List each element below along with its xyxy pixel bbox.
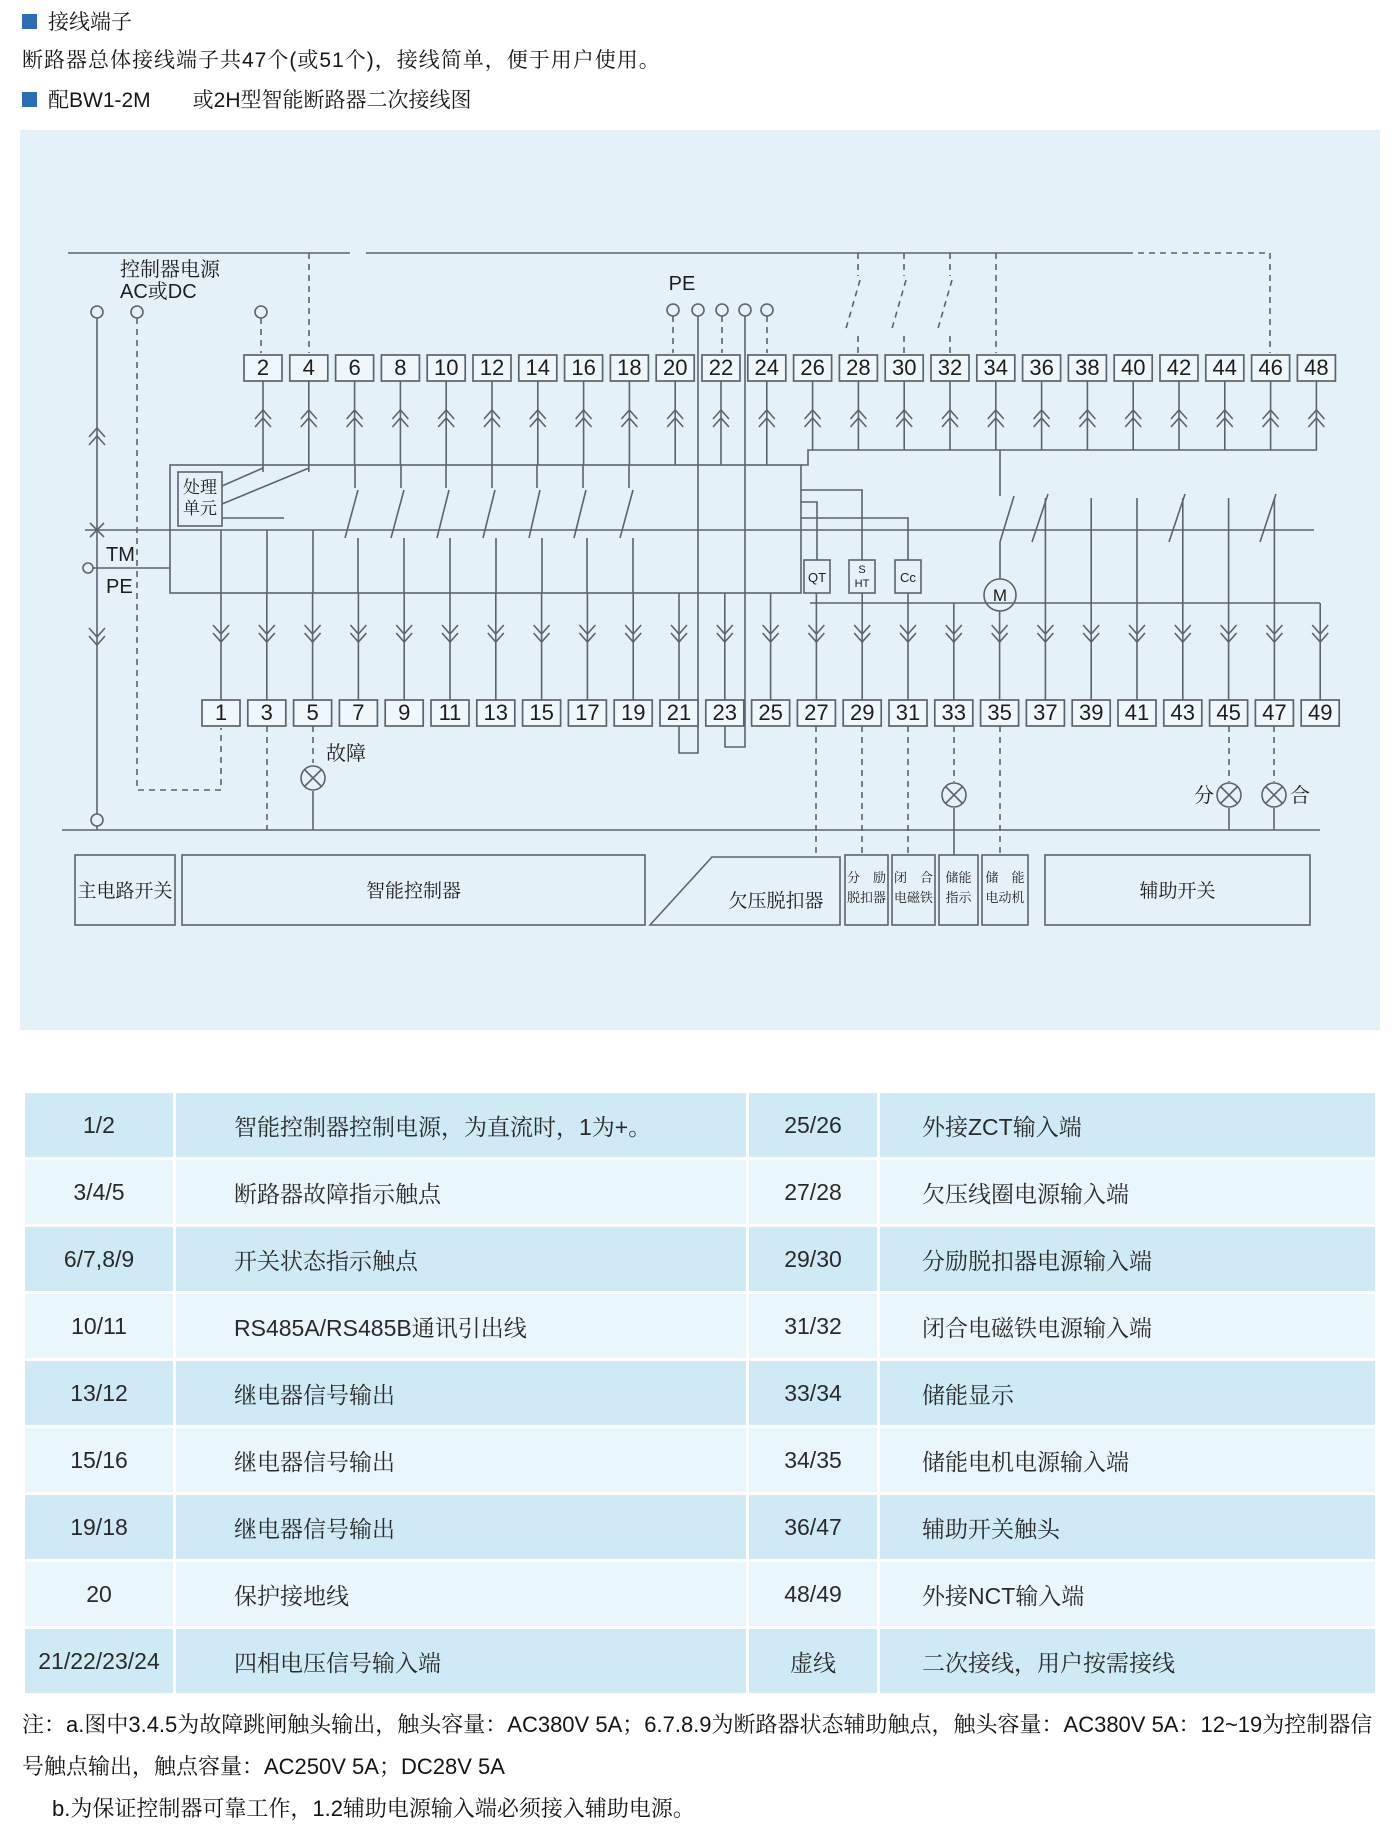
close-lamp-label: 合 xyxy=(1290,785,1310,807)
note-line: 注：a.图中3.4.5为故障跳闸触头输出，触头容量：AC380V 5A；6.7.8.9为断路器状态辅助触点，触头容量：AC380V 5A：12~19为控制器信 xyxy=(22,1712,1373,1737)
terminal-range: 1/2 xyxy=(25,1093,173,1157)
terminal-top-8 xyxy=(381,355,419,381)
terminal-bottom-3 xyxy=(248,700,286,726)
notes xyxy=(22,1704,1388,1830)
svg-text:19: 19 xyxy=(620,700,646,725)
component-block-6 xyxy=(939,855,978,925)
terminal-bottom-21 xyxy=(660,700,698,726)
terminal-range: 33/34 xyxy=(749,1361,877,1425)
svg-text:10: 10 xyxy=(433,355,459,380)
processing-unit-label: 单元 xyxy=(183,499,217,518)
wiring-diagram xyxy=(20,130,1380,1030)
svg-text:35: 35 xyxy=(987,700,1012,725)
svg-text:45: 45 xyxy=(1216,700,1241,725)
svg-text:脱扣器: 脱扣器 xyxy=(846,890,887,905)
motor-label: M xyxy=(992,586,1008,605)
svg-text:26: 26 xyxy=(800,355,825,380)
blue-square-icon xyxy=(22,92,37,107)
pe-label: PE xyxy=(668,273,696,295)
svg-text:39: 39 xyxy=(1078,700,1104,725)
terminal-range: 34/35 xyxy=(749,1428,877,1492)
svg-text:33: 33 xyxy=(941,700,967,725)
terminal-bottom-15 xyxy=(523,700,561,726)
terminal-range: 29/30 xyxy=(749,1227,877,1291)
terminal-bottom-5 xyxy=(294,700,332,726)
terminal-top-16 xyxy=(565,355,603,381)
svg-text:47: 47 xyxy=(1262,700,1287,725)
wire xyxy=(222,468,309,504)
svg-text:储 能: 储 能 xyxy=(985,870,1025,885)
terminal-bottom-1 xyxy=(202,700,240,726)
svg-text:储能: 储能 xyxy=(945,870,972,885)
terminal-circle xyxy=(91,814,103,826)
terminal-range: 3/4/5 xyxy=(25,1160,173,1224)
terminal-range: 36/47 xyxy=(749,1495,877,1559)
terminal-desc: 开关状态指示触点 xyxy=(176,1227,746,1291)
terminal-top-32 xyxy=(931,355,969,381)
terminal-desc: 保护接地线 xyxy=(176,1562,746,1626)
cc-label: Cc xyxy=(900,570,916,585)
svg-text:36: 36 xyxy=(1029,355,1054,380)
svg-text:8: 8 xyxy=(394,355,407,380)
svg-text:辅助开关: 辅助开关 xyxy=(1139,881,1216,902)
fault-lamp-icon xyxy=(301,766,325,790)
terminal-bottom-11 xyxy=(431,700,469,726)
terminal-desc: 辅助开关触头 xyxy=(880,1495,1375,1559)
component-block-8 xyxy=(1045,855,1310,925)
close-lamp-icon xyxy=(1262,783,1286,807)
switch-symbols-top xyxy=(845,253,952,353)
terminal-desc: 储能电机电源输入端 xyxy=(880,1428,1375,1492)
terminal-desc: 储能显示 xyxy=(880,1361,1375,1425)
svg-text:1: 1 xyxy=(214,700,228,725)
svg-text:32: 32 xyxy=(937,355,963,380)
svg-text:41: 41 xyxy=(1124,700,1150,725)
svg-text:15: 15 xyxy=(529,700,554,725)
terminal-bottom-27 xyxy=(797,700,835,726)
energy-lamp-icon xyxy=(942,783,966,807)
svg-text:38: 38 xyxy=(1075,355,1100,380)
terminal-circle xyxy=(131,306,143,318)
terminal-top-48 xyxy=(1297,355,1335,381)
svg-text:智能控制器: 智能控制器 xyxy=(365,881,462,902)
terminal-top-30 xyxy=(885,355,923,381)
svg-text:9: 9 xyxy=(398,700,411,725)
power-label: AC或DC xyxy=(120,281,197,303)
svg-text:34: 34 xyxy=(983,355,1009,380)
note-line: b.为保证控制器可靠工作，1.2辅助电源输入端必须接入辅助电源。 xyxy=(52,1796,695,1821)
section-diagram-header xyxy=(22,84,472,114)
svg-text:27: 27 xyxy=(804,700,829,725)
terminal-bottom-25 xyxy=(752,700,790,726)
terminal-top-40 xyxy=(1114,355,1152,381)
terminal-top-36 xyxy=(1023,355,1061,381)
terminal-range: 19/18 xyxy=(25,1495,173,1559)
component-block-1 xyxy=(75,855,175,925)
terminal-circle xyxy=(255,306,267,318)
terminal-top-10 xyxy=(427,355,465,381)
terminal-top-34 xyxy=(977,355,1015,381)
right-bus xyxy=(801,450,1317,465)
terminal-desc: RS485A/RS485B通讯引出线 xyxy=(176,1294,746,1358)
svg-text:5: 5 xyxy=(306,700,319,725)
svg-text:7: 7 xyxy=(352,700,365,725)
terminal-bottom-7 xyxy=(339,700,377,726)
terminal-desc: 二次接线，用户按需接线 xyxy=(880,1629,1375,1693)
svg-text:28: 28 xyxy=(846,355,871,380)
terminal-top-46 xyxy=(1252,355,1290,381)
terminal-desc: 智能控制器控制电源，为直流时，1为+。 xyxy=(176,1093,746,1157)
svg-text:23: 23 xyxy=(712,700,738,725)
svg-text:22: 22 xyxy=(708,355,734,380)
svg-text:16: 16 xyxy=(571,355,596,380)
svg-text:24: 24 xyxy=(754,355,780,380)
svg-text:46: 46 xyxy=(1258,355,1283,380)
svg-text:12: 12 xyxy=(479,355,505,380)
svg-text:11: 11 xyxy=(438,700,462,725)
terminal-range: 27/28 xyxy=(749,1160,877,1224)
svg-text:48: 48 xyxy=(1304,355,1329,380)
terminal-desc: 断路器故障指示触点 xyxy=(176,1160,746,1224)
component-block-5 xyxy=(892,855,935,925)
pe-circle xyxy=(667,304,679,316)
tm-label: TM xyxy=(106,544,135,566)
terminal-top-4 xyxy=(290,355,328,381)
terminal-bottom-35 xyxy=(981,700,1019,726)
terminal-range: 31/32 xyxy=(749,1294,877,1358)
terminal-top-28 xyxy=(839,355,877,381)
terminal-desc: 外接NCT输入端 xyxy=(880,1562,1375,1626)
svg-text:分 励: 分 励 xyxy=(846,870,887,885)
terminal-top-2 xyxy=(244,355,282,381)
terminal-bottom-45 xyxy=(1210,700,1248,726)
open-lamp-label: 分 xyxy=(1194,785,1214,807)
terminal-description-table xyxy=(25,1093,1375,1693)
blue-square-icon xyxy=(22,14,37,29)
relay-contacts xyxy=(221,465,633,593)
tm-circle xyxy=(83,563,93,573)
svg-text:电磁铁: 电磁铁 xyxy=(893,890,934,905)
note-line: 号触点输出，触点容量：AC250V 5A；DC28V 5A xyxy=(22,1754,505,1779)
terminal-circle xyxy=(91,306,103,318)
svg-text:6: 6 xyxy=(348,355,361,380)
terminal-range: 21/22/23/24 xyxy=(25,1629,173,1693)
terminal-range: 10/11 xyxy=(25,1294,173,1358)
terminal-bottom-17 xyxy=(568,700,606,726)
terminal-bottom-37 xyxy=(1026,700,1064,726)
section-terminals-header xyxy=(22,6,132,36)
svg-text:31: 31 xyxy=(895,700,921,725)
terminal-desc: 外接ZCT输入端 xyxy=(880,1093,1375,1157)
terminal-top-42 xyxy=(1160,355,1198,381)
terminal-top-44 xyxy=(1206,355,1244,381)
processing-unit-label: 处理 xyxy=(183,478,217,497)
terminal-range: 15/16 xyxy=(25,1428,173,1492)
terminal-desc: 欠压线圈电源输入端 xyxy=(880,1160,1375,1224)
terminal-range: 48/49 xyxy=(749,1562,877,1626)
power-label: 控制器电源 xyxy=(120,259,220,281)
intro-text: 断路器总体接线端子共47个(或51个)，接线简单，便于用户使用。 xyxy=(22,49,661,72)
svg-text:欠压脱扣器: 欠压脱扣器 xyxy=(728,891,824,912)
svg-text:25: 25 xyxy=(758,700,783,725)
pe-circle xyxy=(761,304,773,316)
svg-text:2: 2 xyxy=(256,355,270,380)
svg-text:主电路开关: 主电路开关 xyxy=(77,881,173,902)
terminal-bottom-47 xyxy=(1255,700,1293,726)
terminal-bottom-33 xyxy=(935,700,973,726)
svg-text:44: 44 xyxy=(1212,355,1238,380)
wire xyxy=(222,468,263,486)
terminal-top-24 xyxy=(748,355,786,381)
sht-label: HT xyxy=(854,578,870,590)
terminal-desc: 四相电压信号输入端 xyxy=(176,1629,746,1693)
terminal-top-38 xyxy=(1068,355,1106,381)
terminal-top-20 xyxy=(656,355,694,381)
wire xyxy=(801,490,862,560)
terminal-desc: 继电器信号输出 xyxy=(176,1428,746,1492)
fault-lamp-label: 故障 xyxy=(326,743,366,765)
svg-text:40: 40 xyxy=(1120,355,1146,380)
svg-text:指示: 指示 xyxy=(945,890,972,905)
terminal-top-22 xyxy=(702,355,740,381)
terminal-desc: 闭合电磁铁电源输入端 xyxy=(880,1294,1375,1358)
terminal-bottom-23 xyxy=(706,700,744,726)
svg-text:21: 21 xyxy=(666,700,692,725)
section-title: 配BW1-2M 或2H型智能断路器二次接线图 xyxy=(48,89,472,112)
svg-text:18: 18 xyxy=(617,355,642,380)
terminal-desc: 分励脱扣器电源输入端 xyxy=(880,1227,1375,1291)
terminal-desc: 继电器信号输出 xyxy=(176,1361,746,1425)
svg-text:14: 14 xyxy=(525,355,551,380)
svg-text:13: 13 xyxy=(483,700,509,725)
terminal-bottom-43 xyxy=(1164,700,1202,726)
terminal-bottom-49 xyxy=(1301,700,1339,726)
svg-text:4: 4 xyxy=(302,355,315,380)
pe-circle xyxy=(692,304,704,316)
terminal-range: 20 xyxy=(25,1562,173,1626)
qt-label: QT xyxy=(807,570,827,585)
terminal-bottom-39 xyxy=(1072,700,1110,726)
wiring-diagram-svg xyxy=(20,130,1380,1030)
svg-text:闭 合: 闭 合 xyxy=(893,870,934,885)
pe-left-label: PE xyxy=(106,576,133,598)
terminal-top-26 xyxy=(794,355,832,381)
svg-text:20: 20 xyxy=(662,355,688,380)
terminal-bottom-13 xyxy=(477,700,515,726)
section-title: 接线端子 xyxy=(48,11,132,34)
terminal-bottom-31 xyxy=(889,700,927,726)
terminal-range: 25/26 xyxy=(749,1093,877,1157)
svg-text:49: 49 xyxy=(1307,700,1333,725)
svg-text:30: 30 xyxy=(891,355,917,380)
terminal-range: 6/7,8/9 xyxy=(25,1227,173,1291)
pe-circle xyxy=(716,304,728,316)
terminal-top-14 xyxy=(519,355,557,381)
terminal-bottom-9 xyxy=(385,700,423,726)
svg-text:42: 42 xyxy=(1166,355,1192,380)
component-block-4 xyxy=(845,855,888,925)
open-lamp-icon xyxy=(1217,783,1241,807)
svg-text:3: 3 xyxy=(260,700,273,725)
svg-text:17: 17 xyxy=(575,700,600,725)
terminal-desc: 继电器信号输出 xyxy=(176,1495,746,1559)
pe-circle xyxy=(739,304,751,316)
svg-text:43: 43 xyxy=(1170,700,1196,725)
terminal-bottom-41 xyxy=(1118,700,1156,726)
svg-text:37: 37 xyxy=(1033,700,1058,725)
terminal-range: 13/12 xyxy=(25,1361,173,1425)
component-block-7 xyxy=(982,855,1028,925)
sht-label: S xyxy=(858,564,866,576)
terminal-bottom-29 xyxy=(843,700,881,726)
terminal-bottom-19 xyxy=(614,700,652,726)
svg-text:电动机: 电动机 xyxy=(985,890,1025,905)
svg-text:29: 29 xyxy=(849,700,875,725)
terminal-range: 虚线 xyxy=(749,1629,877,1693)
switch-blade xyxy=(1000,496,1014,542)
wire xyxy=(801,502,817,560)
terminal-top-12 xyxy=(473,355,511,381)
component-block-3 xyxy=(650,857,840,925)
component-block-2 xyxy=(182,855,645,925)
terminal-top-18 xyxy=(610,355,648,381)
terminal-top-6 xyxy=(336,355,374,381)
